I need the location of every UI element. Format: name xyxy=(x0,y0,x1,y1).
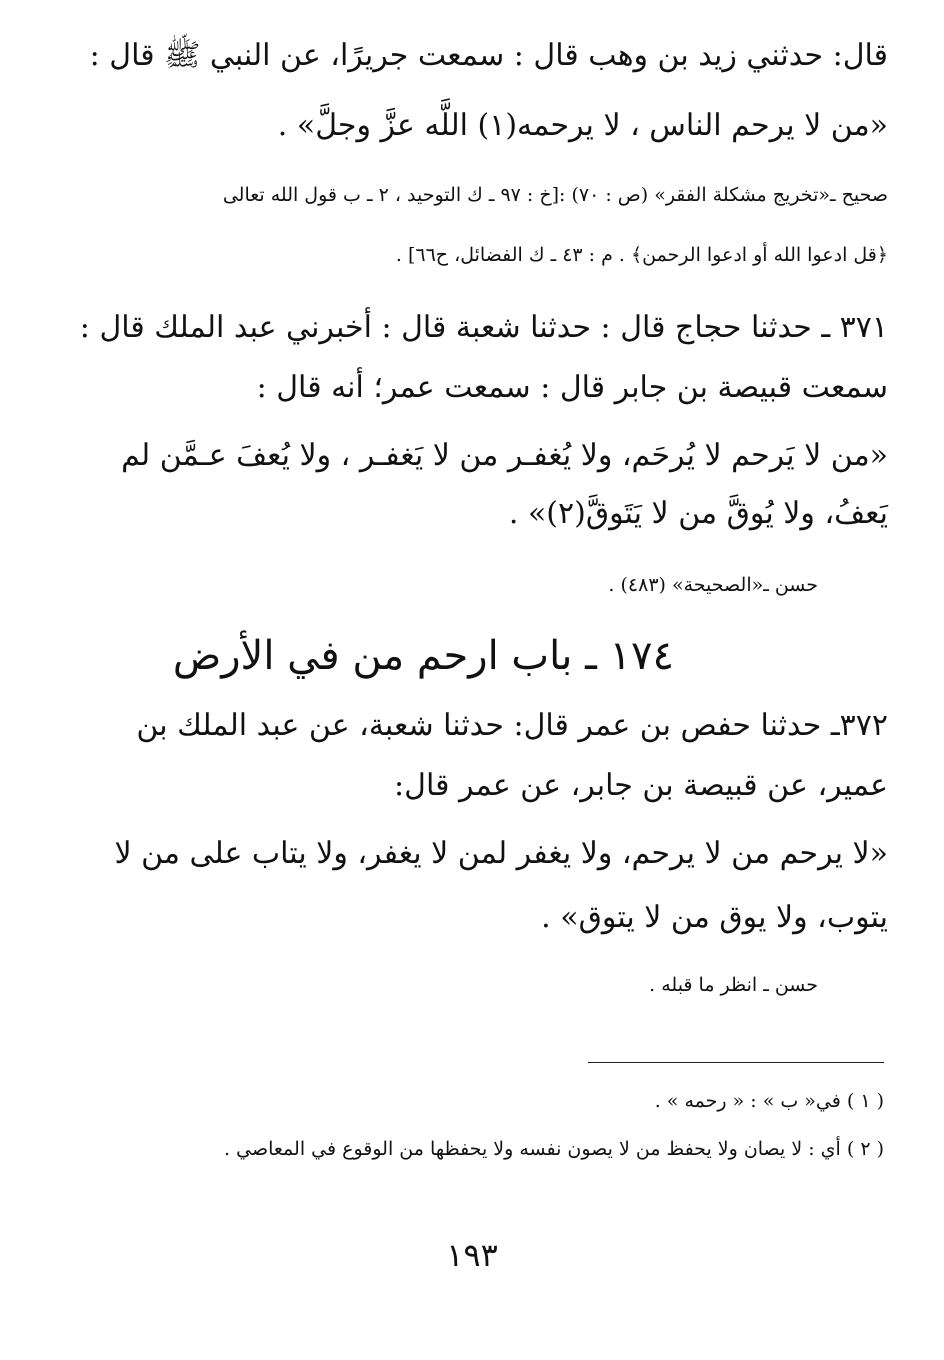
footnote: ( ١ ) في« ب » : « رحمه » . xyxy=(654,1090,884,1112)
hadith-number-line: ٣٧١ ـ حدثنا حجاج قال : حدثنا شعبة قال : أخبرني عبد الملك قال : xyxy=(79,310,888,345)
hadith-number-line: ٣٧٢ـ حدثنا حفص بن عمر قال: حدثنا شعبة، عن عبد الملك بن xyxy=(136,708,888,743)
hadith-quote: يَعفُ، ولا يُوقَّ من لا يَتَوقَّ(٢)» . xyxy=(508,496,888,531)
hadith-quote: «من لا يَرحم لا يُرحَم، ولا يُغفـر من لا يَغفـر ، ولا يُعفَ عـمَّن لم xyxy=(121,438,888,473)
chapter-heading: ١٧٤ ـ باب ارحم من في الأرض xyxy=(172,633,674,679)
hadith-quote: «من لا يرحم الناس ، لا يرحمه(١) اللَّه عزَّ وجلَّ» . xyxy=(277,108,888,143)
footnote-divider xyxy=(588,1062,884,1063)
grading-note: حسن ـ«الصحيحة» (٤٨٣) . xyxy=(608,574,818,596)
footnote: ( ٢ ) أي : لا يصان ولا يحفظ من لا يصون نفسه ولا يحفظها من الوقوع في المعاصي . xyxy=(224,1138,884,1160)
grading-note: ﴿قل ادعوا الله أو ادعوا الرحمن﴾ . م : ٤٣ ـ ك الفضائل، ح٦٦] . xyxy=(395,244,888,266)
text-line: سمعت قبيصة بن جابر قال : سمعت عمر؛ أنه قال : xyxy=(256,370,888,405)
text-line: قال: حدثني زيد بن وهب قال : سمعت جريرًا، عن النبي ﷺ قال : xyxy=(89,38,888,73)
hadith-quote: يتوب، ولا يوق من لا يتوق» . xyxy=(541,900,888,935)
page-number: ١٩٣ xyxy=(446,1236,498,1274)
hadith-quote: «لا يرحم من لا يرحم، ولا يغفر لمن لا يغفر، ولا يتاب على من لا xyxy=(114,836,888,871)
grading-note: صحيح ـ«تخريج مشكلة الفقر» (ص : ٧٠) :[خ : ٩٧ ـ ك التوحيد ، ٢ ـ ب قول الله تعالى xyxy=(222,184,888,206)
grading-note: حسن ـ انظر ما قبله . xyxy=(649,974,818,996)
text-line: عمير، عن قبيصة بن جابر، عن عمر قال: xyxy=(394,768,888,803)
